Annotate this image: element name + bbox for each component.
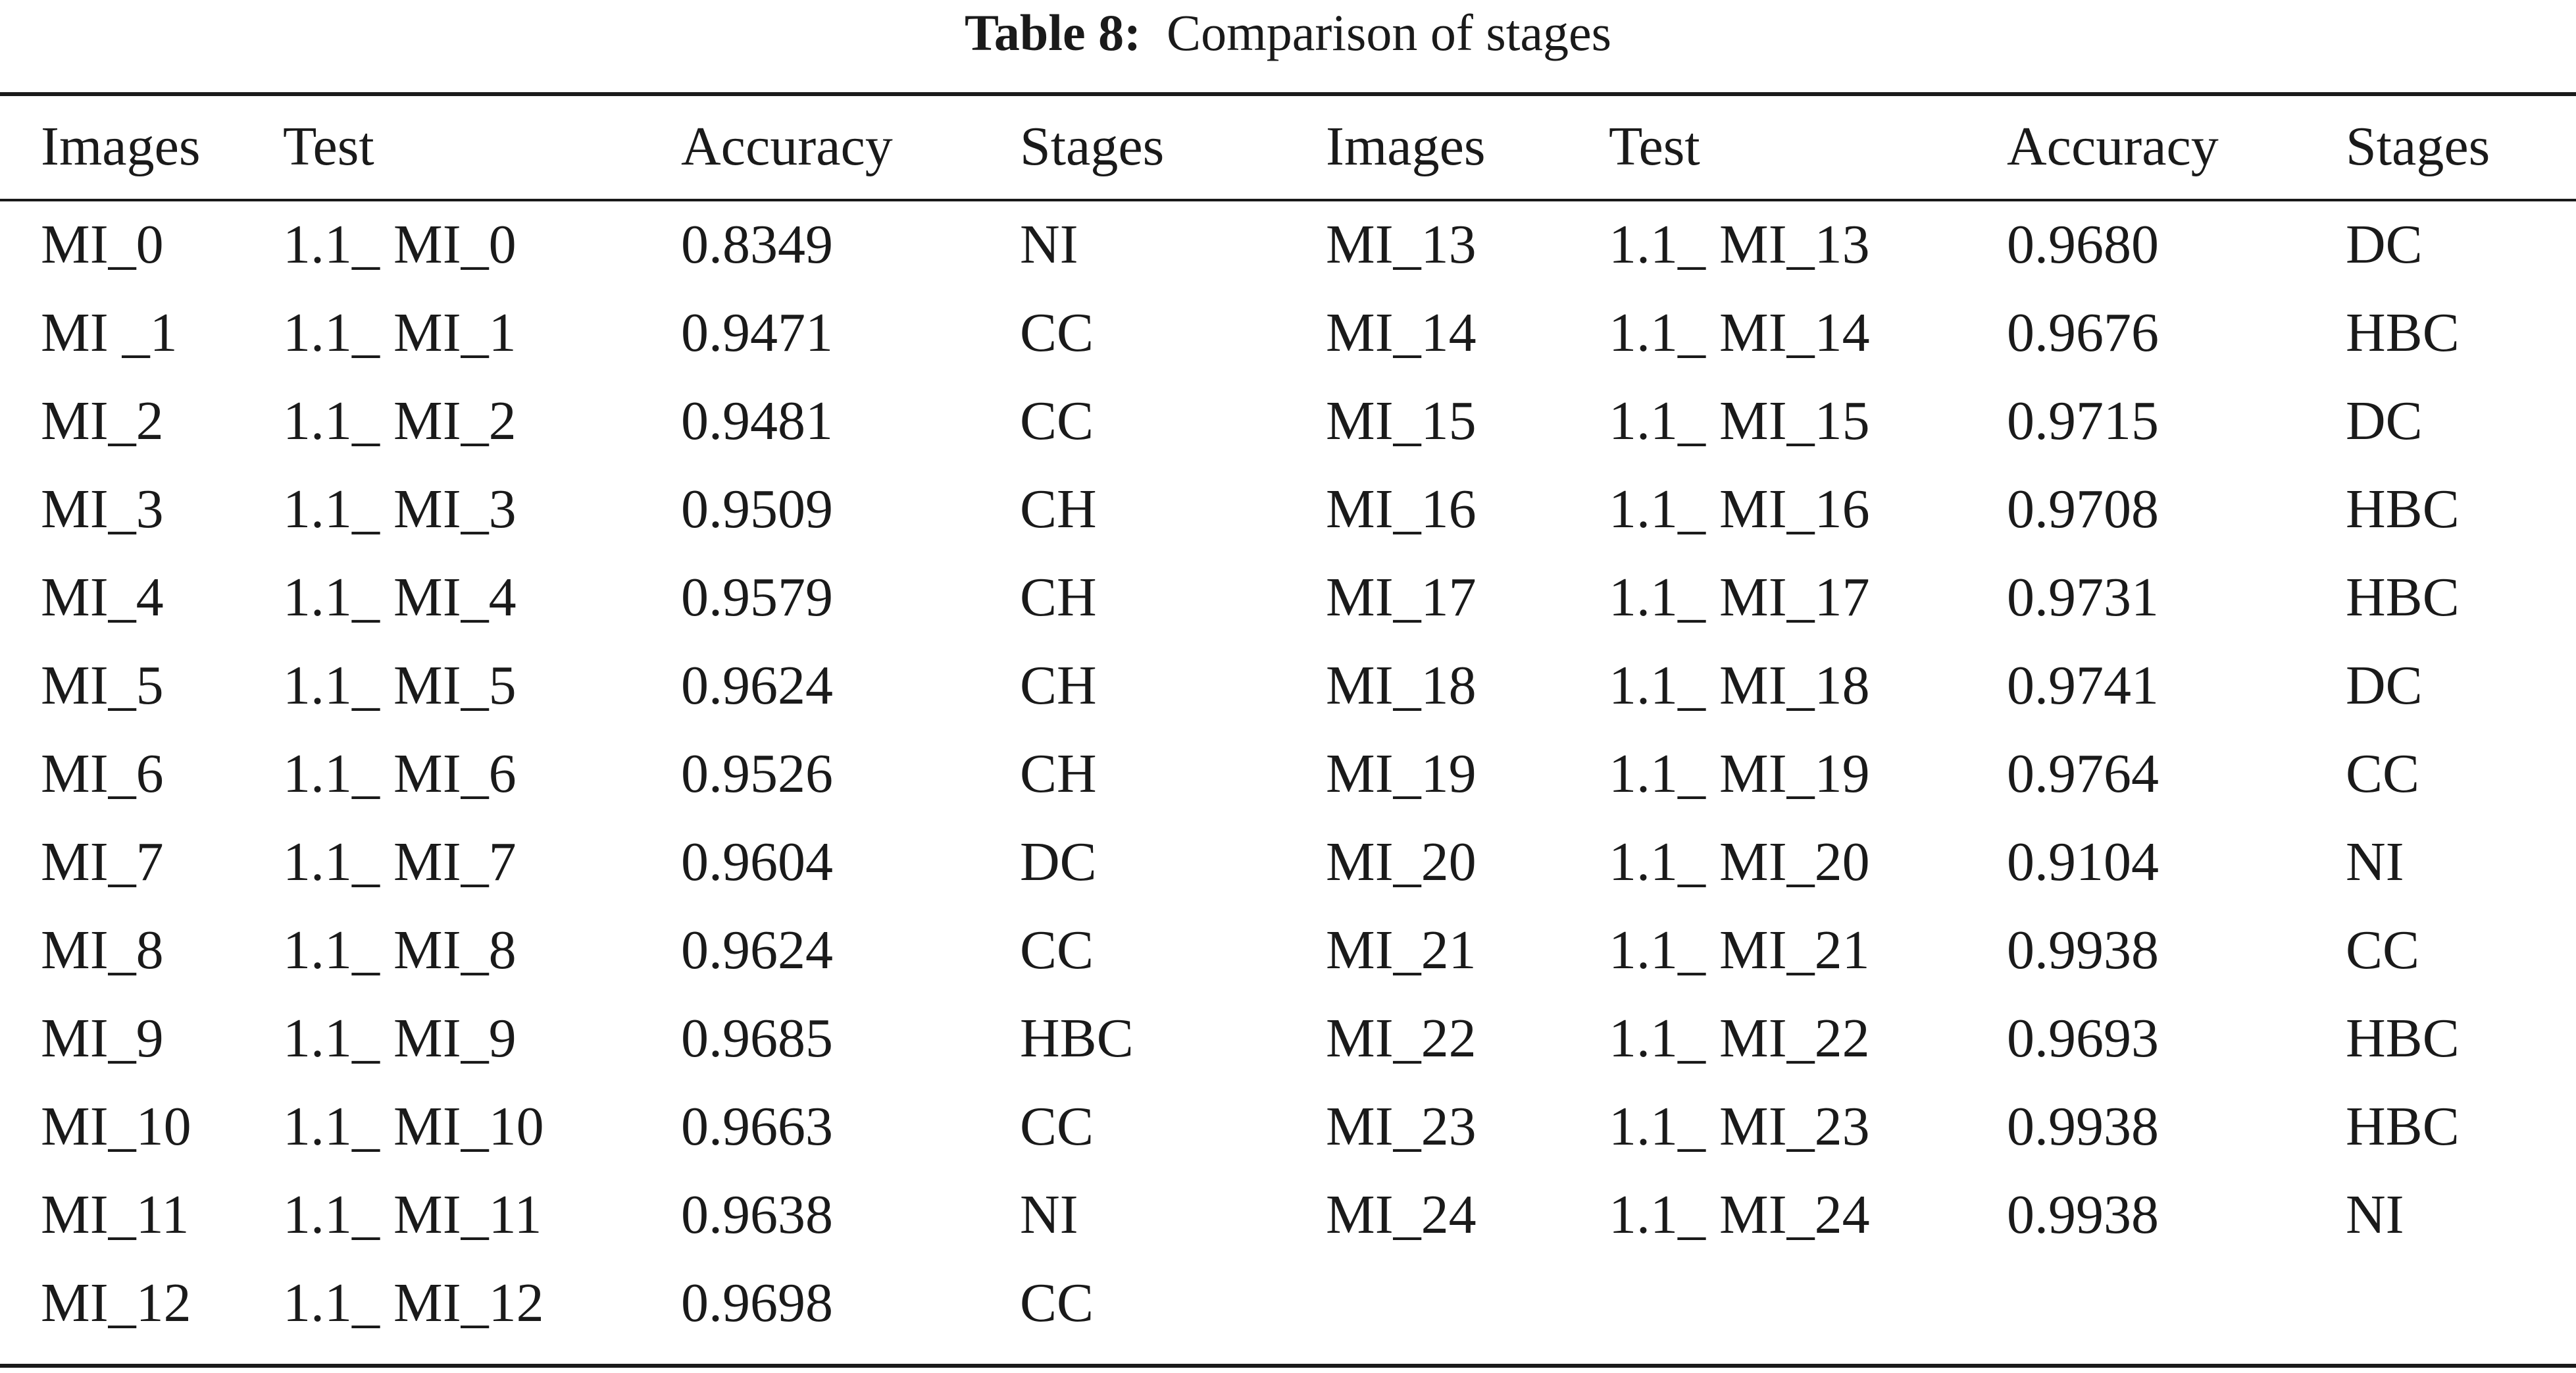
cell-test: 1.1_ MI_12 xyxy=(283,1272,544,1334)
cell-stage: NI xyxy=(1020,213,1078,275)
cell-stage: NI xyxy=(2346,1183,2404,1245)
cell-accuracy: 0.9579 xyxy=(681,566,833,628)
cell-image: MI_24 xyxy=(1326,1183,1477,1245)
cell-stage: HBC xyxy=(2346,1095,2460,1157)
table-row xyxy=(0,1170,2576,1258)
header-accuracy: Accuracy xyxy=(2007,115,2219,177)
header-test: Test xyxy=(283,115,374,177)
table-row xyxy=(0,465,2576,553)
cell-test: 1.1_ MI_6 xyxy=(283,742,517,804)
cell-image: MI_8 xyxy=(41,919,164,981)
cell-accuracy: 0.9938 xyxy=(2007,919,2159,981)
table-row xyxy=(0,288,2576,376)
cell-test: 1.1_ MI_3 xyxy=(283,478,517,540)
header-images: Images xyxy=(41,115,201,177)
header-stages: Stages xyxy=(2346,115,2490,177)
cell-stage: CC xyxy=(2346,742,2420,804)
cell-stage: DC xyxy=(1020,831,1097,893)
cell-test: 1.1_ MI_9 xyxy=(283,1007,517,1069)
table-row xyxy=(0,906,2576,994)
cell-test: 1.1_ MI_15 xyxy=(1609,390,1870,452)
cell-image: MI_20 xyxy=(1326,831,1477,893)
cell-image: MI_6 xyxy=(41,742,164,804)
cell-test: 1.1_ MI_19 xyxy=(1609,742,1870,804)
cell-image: MI_21 xyxy=(1326,919,1477,981)
table-row xyxy=(0,1082,2576,1170)
cell-stage: CH xyxy=(1020,742,1097,804)
cell-test: 1.1_ MI_10 xyxy=(283,1095,544,1157)
cell-image: MI_12 xyxy=(41,1272,191,1334)
cell-accuracy: 0.9938 xyxy=(2007,1095,2159,1157)
table-row xyxy=(0,729,2576,817)
cell-image: MI_18 xyxy=(1326,654,1477,716)
comparison-table xyxy=(0,92,2576,1347)
header-test: Test xyxy=(1609,115,1700,177)
cell-accuracy: 0.9624 xyxy=(681,919,833,981)
cell-accuracy: 0.9638 xyxy=(681,1183,833,1245)
table-row xyxy=(0,817,2576,906)
cell-test: 1.1_ MI_22 xyxy=(1609,1007,1870,1069)
cell-stage: CC xyxy=(1020,1095,1094,1157)
table-row xyxy=(0,1258,2576,1347)
cell-image: MI_16 xyxy=(1326,478,1477,540)
cell-test: 1.1_ MI_14 xyxy=(1609,301,1870,363)
table-caption xyxy=(0,0,2576,74)
cell-image: MI_22 xyxy=(1326,1007,1477,1069)
cell-image: MI_0 xyxy=(41,213,164,275)
table-row xyxy=(0,376,2576,465)
cell-test: 1.1_ MI_11 xyxy=(283,1183,542,1245)
cell-image: MI_11 xyxy=(41,1183,189,1245)
header-row xyxy=(0,92,2576,200)
cell-accuracy: 0.9764 xyxy=(2007,742,2159,804)
cell-test: 1.1_ MI_24 xyxy=(1609,1183,1870,1245)
table-row xyxy=(0,994,2576,1082)
cell-image: MI_13 xyxy=(1326,213,1477,275)
cell-accuracy xyxy=(2007,1258,2346,1347)
cell-accuracy: 0.9104 xyxy=(2007,831,2159,893)
cell-stage: DC xyxy=(2346,654,2423,716)
cell-image: MI_7 xyxy=(41,831,164,893)
cell-test: 1.1_ MI_16 xyxy=(1609,478,1870,540)
cell-image: MI_10 xyxy=(41,1095,191,1157)
cell-accuracy: 0.9698 xyxy=(681,1272,833,1334)
cell-stage: CC xyxy=(1020,301,1094,363)
table-row xyxy=(0,200,2576,288)
cell-accuracy: 0.9624 xyxy=(681,654,833,716)
cell-accuracy: 0.9663 xyxy=(681,1095,833,1157)
cell-test: 1.1_ MI_18 xyxy=(1609,654,1870,716)
cell-stage: DC xyxy=(2346,390,2423,452)
header-accuracy: Accuracy xyxy=(681,115,893,177)
cell-accuracy: 0.9481 xyxy=(681,390,833,452)
cell-accuracy: 0.9471 xyxy=(681,301,833,363)
cell-image: MI_4 xyxy=(41,566,164,628)
cell-test: 1.1_ MI_13 xyxy=(1609,213,1870,275)
cell-stage: CC xyxy=(1020,1272,1094,1334)
cell-stage: CH xyxy=(1020,566,1097,628)
cell-image: MI_15 xyxy=(1326,390,1477,452)
cell-image: MI_14 xyxy=(1326,301,1477,363)
cell-stage: HBC xyxy=(2346,1007,2460,1069)
cell-test: 1.1_ MI_4 xyxy=(283,566,517,628)
caption-title: Comparison of stages xyxy=(1167,4,1611,61)
cell-accuracy: 0.8349 xyxy=(681,213,833,275)
cell-image: MI_17 xyxy=(1326,566,1477,628)
header-stages: Stages xyxy=(1020,115,1165,177)
cell-stage: CH xyxy=(1020,478,1097,540)
cell-stage: CC xyxy=(1020,390,1094,452)
cell-accuracy: 0.9685 xyxy=(681,1007,833,1069)
cell-stage: DC xyxy=(2346,213,2423,275)
cell-test: 1.1_ MI_17 xyxy=(1609,566,1870,628)
cell-test: 1.1_ MI_8 xyxy=(283,919,517,981)
cell-accuracy: 0.9526 xyxy=(681,742,833,804)
cell-stage: NI xyxy=(1020,1183,1078,1245)
cell-accuracy: 0.9693 xyxy=(2007,1007,2159,1069)
cell-image: MI_5 xyxy=(41,654,164,716)
cell-test: 1.1_ MI_7 xyxy=(283,831,517,893)
cell-image: MI _1 xyxy=(41,301,178,363)
caption-label: Table 8: xyxy=(965,4,1142,61)
cell-accuracy: 0.9938 xyxy=(2007,1183,2159,1245)
cell-stage: CC xyxy=(2346,919,2420,981)
cell-stage: HBC xyxy=(2346,566,2460,628)
cell-image: MI_23 xyxy=(1326,1095,1477,1157)
table-row xyxy=(0,553,2576,641)
table-body xyxy=(0,200,2576,1347)
table-header xyxy=(0,92,2576,200)
cell-image: MI_9 xyxy=(41,1007,164,1069)
cell-image: MI_2 xyxy=(41,390,164,452)
cell-accuracy: 0.9741 xyxy=(2007,654,2159,716)
cell-accuracy: 0.9715 xyxy=(2007,390,2159,452)
cell-stage: CH xyxy=(1020,654,1097,716)
cell-test: 1.1_ MI_20 xyxy=(1609,831,1870,893)
cell-stage: HBC xyxy=(1020,1007,1134,1069)
cell-image: MI_19 xyxy=(1326,742,1477,804)
cell-accuracy: 0.9676 xyxy=(2007,301,2159,363)
header-images: Images xyxy=(1326,115,1486,177)
cell-accuracy: 0.9731 xyxy=(2007,566,2159,628)
table-row xyxy=(0,641,2576,729)
cell-image xyxy=(1326,1258,1609,1347)
cell-stage: NI xyxy=(2346,831,2404,893)
cell-stage: HBC xyxy=(2346,301,2460,363)
cell-stage: HBC xyxy=(2346,478,2460,540)
cell-test: 1.1_ MI_2 xyxy=(283,390,517,452)
cell-stage xyxy=(2346,1258,2576,1347)
cell-test: 1.1_ MI_23 xyxy=(1609,1095,1870,1157)
cell-accuracy: 0.9604 xyxy=(681,831,833,893)
cell-test: 1.1_ MI_21 xyxy=(1609,919,1870,981)
cell-test xyxy=(1609,1258,2007,1347)
cell-accuracy: 0.9680 xyxy=(2007,213,2159,275)
cell-image: MI_3 xyxy=(41,478,164,540)
bottom-rule xyxy=(0,1364,2576,1368)
cell-test: 1.1_ MI_0 xyxy=(283,213,517,275)
cell-test: 1.1_ MI_5 xyxy=(283,654,517,716)
cell-accuracy: 0.9509 xyxy=(681,478,833,540)
cell-stage: CC xyxy=(1020,919,1094,981)
cell-test: 1.1_ MI_1 xyxy=(283,301,517,363)
cell-accuracy: 0.9708 xyxy=(2007,478,2159,540)
